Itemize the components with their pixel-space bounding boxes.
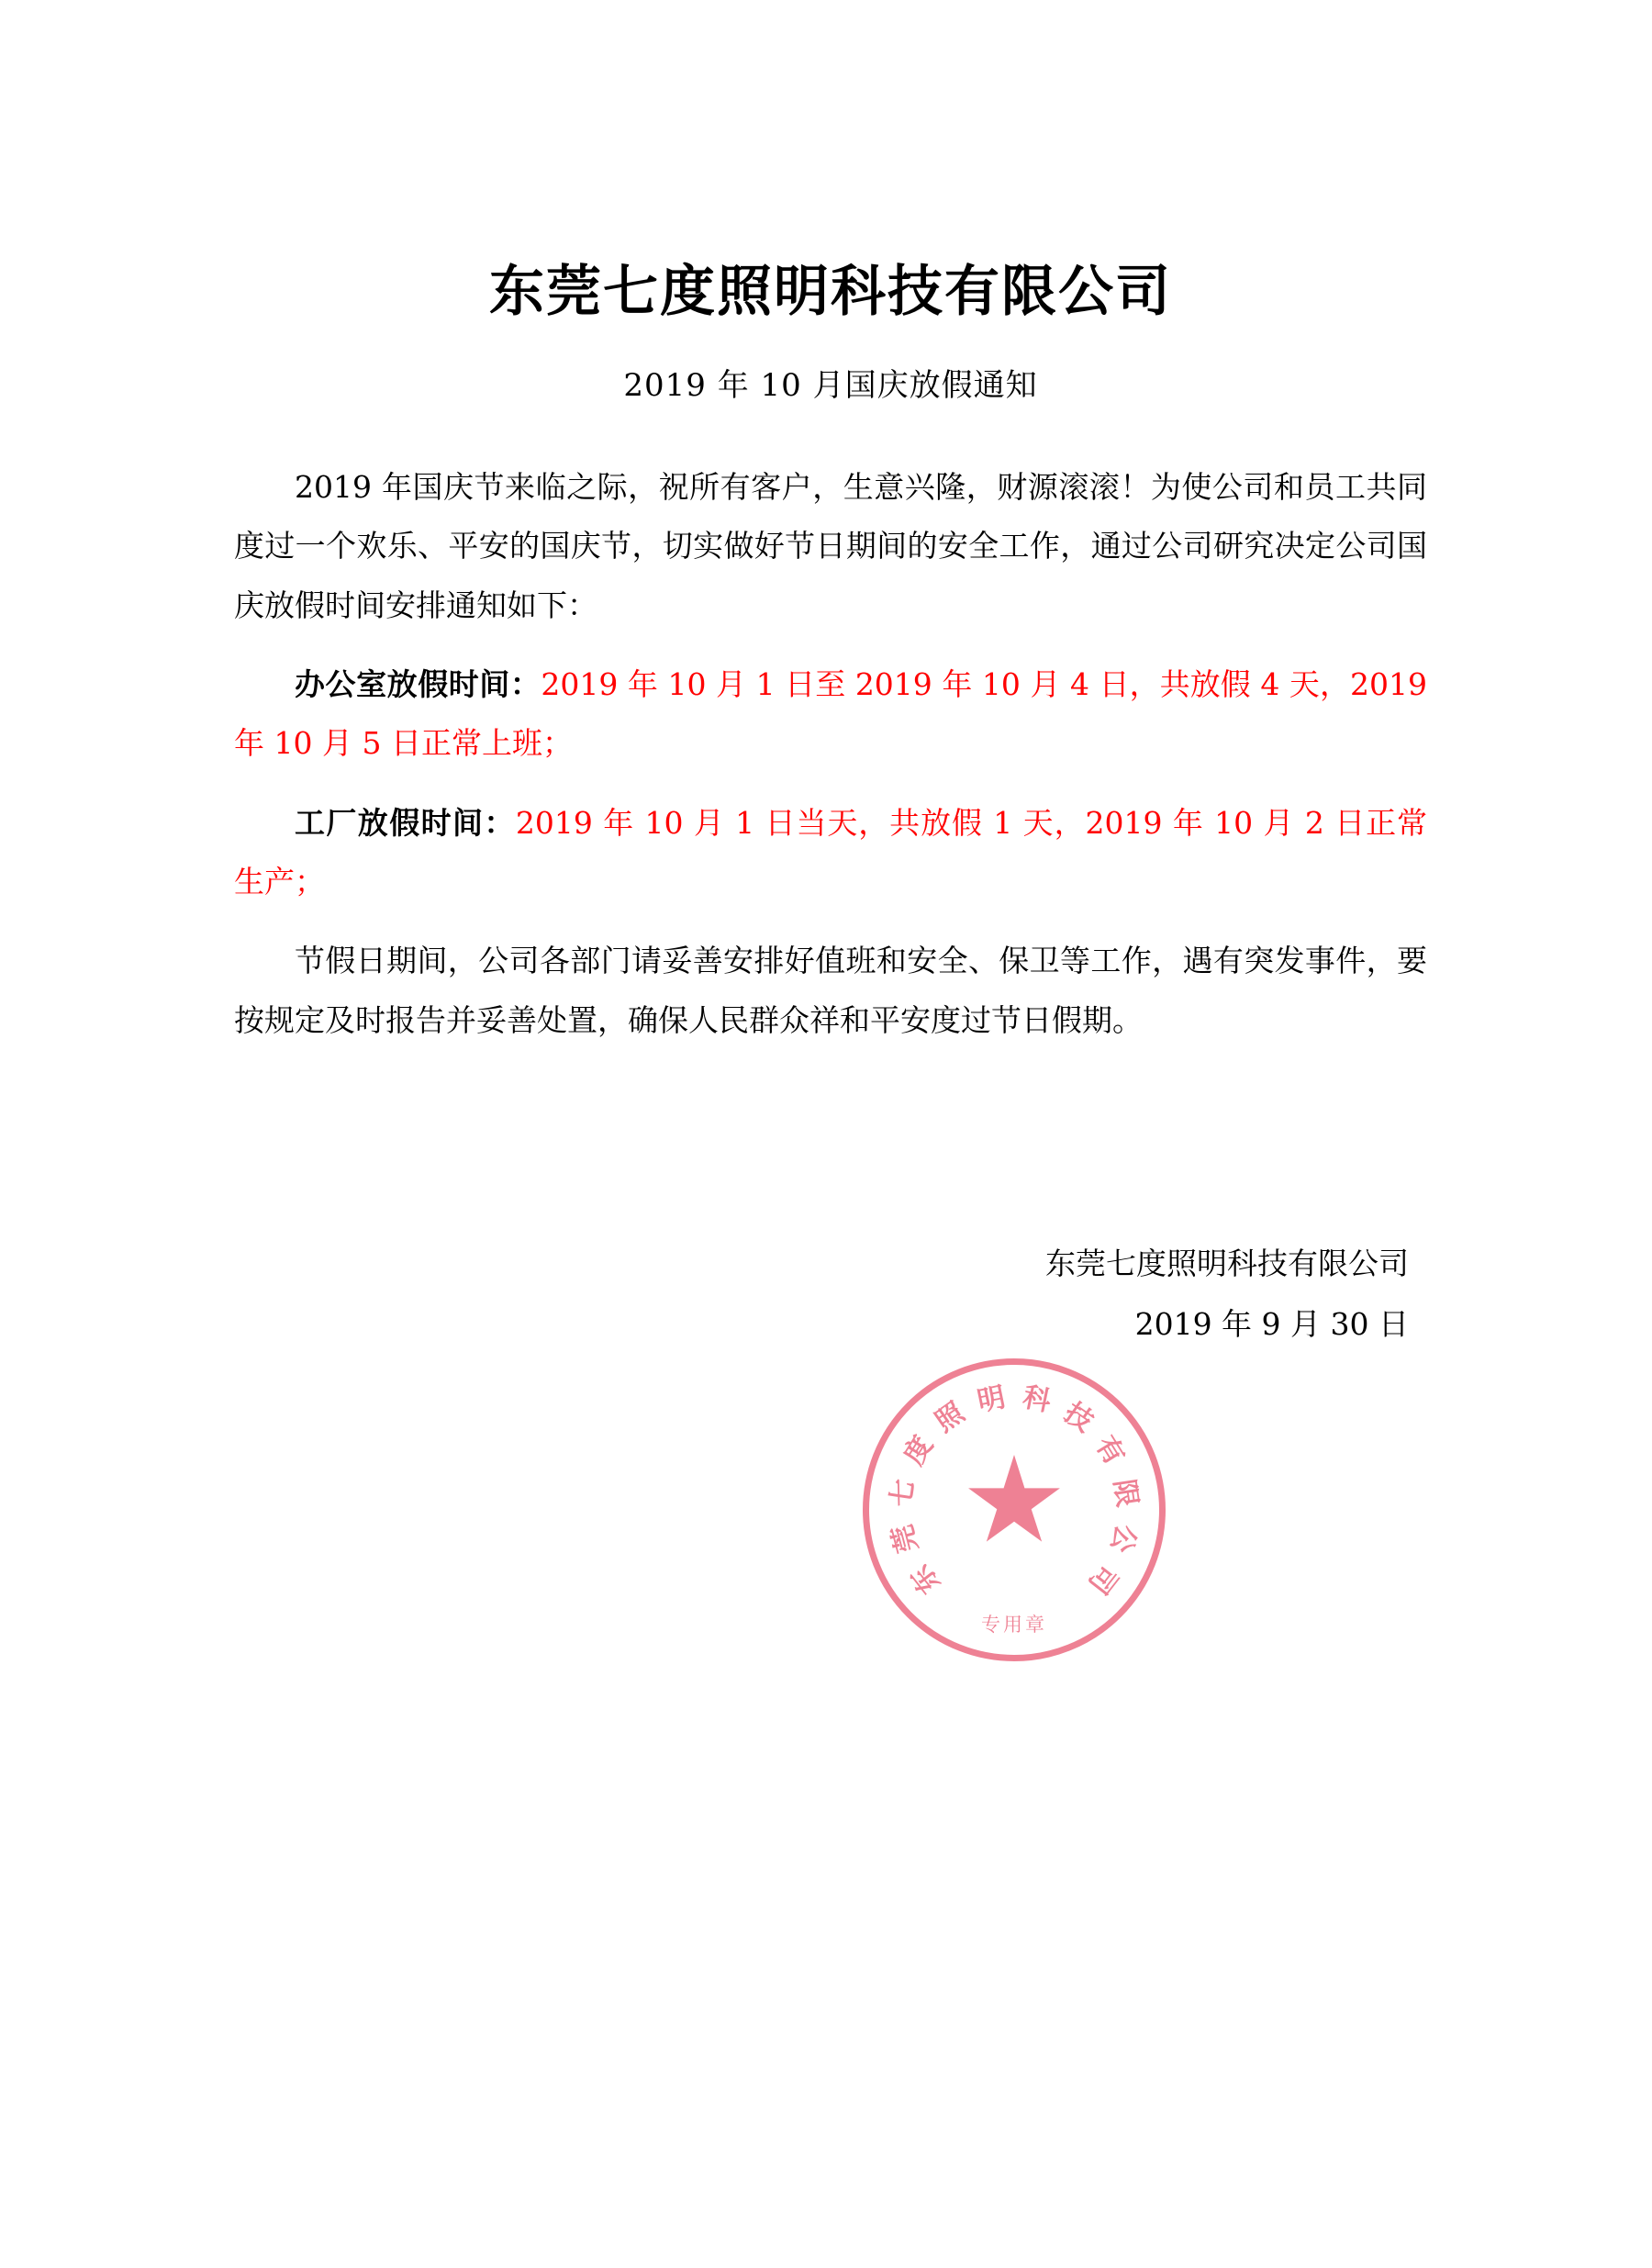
closing-paragraph: 节假日期间，公司各部门请妥善安排好值班和安全、保卫等工作，遇有突发事件，要按规定及时报告并妥善处置，确保人民群众祥和平安度过节日假期。 bbox=[234, 943, 1427, 1038]
stamp-star-icon bbox=[966, 1455, 1062, 1550]
factory-holiday-paragraph bbox=[234, 794, 1427, 912]
stamp-ring bbox=[863, 1358, 1166, 1661]
factory-holiday-label: 工厂放假时间： bbox=[295, 804, 516, 841]
factory-holiday-detail: 2019 年 10 月 1 日当天，共放假 1 天，2019 年 10 月 2 日正常生产； bbox=[234, 804, 1428, 900]
page-title: 东莞七度照明科技有限公司 bbox=[489, 260, 1172, 324]
stamp-bottom-text: 专用章 bbox=[981, 1614, 1047, 1636]
office-holiday-label: 办公室放假时间： bbox=[295, 666, 541, 703]
office-holiday-paragraph bbox=[234, 655, 1427, 774]
office-holiday-detail: 2019 年 10 月 1 日至 2019 年 10 月 4 日，共放假 4 天，2019 年 10 月 5 日正常上班； bbox=[234, 666, 1427, 762]
stamp-arc-text: 东 莞 七 度 照 明 科 技 有 限 公 司 bbox=[885, 1380, 1144, 1601]
document-content bbox=[234, 458, 1427, 1050]
document-subtitle: 2019 年 10 月国庆放假通知 bbox=[623, 367, 1038, 404]
signature-company: 东莞七度照明科技有限公司 bbox=[1045, 1246, 1409, 1282]
signature-date: 2019 年 9 月 30 日 bbox=[1134, 1306, 1409, 1343]
signature-block bbox=[234, 1234, 1427, 1355]
document-body bbox=[234, 0, 1427, 1355]
intro-paragraph: 2019 年国庆节来临之际，祝所有客户，生意兴隆，财源滚滚！为使公司和员工共同度过一个欢乐、平安的国庆节，切实做好节日期间的安全工作，通过公司研究决定公司国庆放假时间安排通知如下： bbox=[234, 469, 1427, 623]
company-seal-stamp-icon bbox=[863, 1358, 1166, 1661]
